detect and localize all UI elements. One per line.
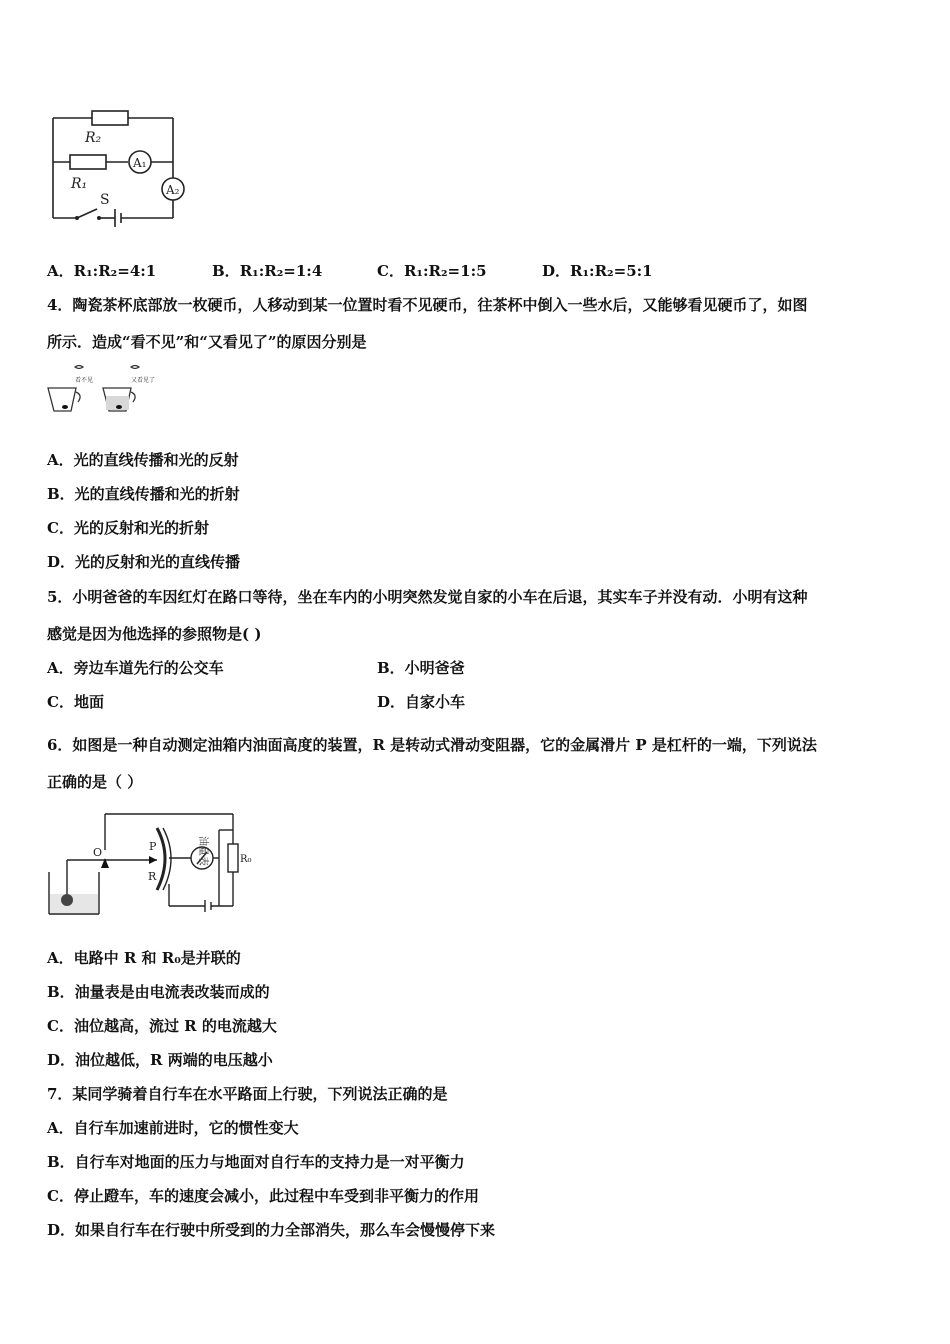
q5-option-c: C．地面 [47, 693, 104, 711]
switch-label: S [100, 192, 110, 208]
switch-s [77, 209, 97, 218]
q6-stem-line1: 6．如图是一种自动测定油箱内油面高度的装置，R 是转动式滑动变阻器，它的金属滑片 P 是杠杆的一端，下列说法 [47, 736, 817, 754]
q6-oil-gauge-figure [45, 810, 260, 922]
cup-empty [48, 388, 76, 411]
r0-label: R₀ [240, 854, 252, 865]
q6-option-b: B．油量表是由电流表改装而成的 [47, 983, 270, 1001]
q3-option-c: C．R₁:R₂=1:5 [377, 262, 487, 280]
r1-resistor [70, 155, 106, 169]
q7-option-c: C．停止蹬车，车的速度会减小，此过程中车受到非平衡力的作用 [47, 1187, 479, 1205]
meter-label: 油量表 [197, 836, 208, 866]
q4-option-c: C．光的反射和光的折射 [47, 519, 209, 537]
resistor-r0 [228, 844, 238, 872]
o-label: O [93, 846, 103, 859]
r2-label: R₂ [85, 130, 102, 146]
q6-option-c: C．油位越高，流过 R 的电流越大 [47, 1017, 277, 1035]
r-label: R [148, 870, 157, 883]
coin [62, 405, 68, 409]
float-ball [61, 894, 73, 906]
q7-option-a: A．自行车加速前进时，它的惯性变大 [47, 1119, 299, 1137]
q3-option-b: B．R₁:R₂=1:4 [212, 262, 323, 280]
q4-option-a: A．光的直线传播和光的反射 [47, 451, 239, 469]
r2-resistor [92, 111, 128, 125]
p-label: P [149, 840, 157, 853]
cup2-caption: 又看见了 [131, 377, 156, 384]
q7-option-b: B．自行车对地面的压力与地面对自行车的支持力是一对平衡力 [47, 1153, 465, 1171]
q3-option-d: D．R₁:R₂=5:1 [542, 262, 653, 280]
q3-option-a: A．R₁:R₂=4:1 [47, 262, 157, 280]
coin [116, 405, 122, 409]
q5-stem-line2: 感觉是因为他选择的参照物是( ) [47, 625, 262, 643]
q6-stem-line2: 正确的是（ ） [47, 773, 143, 791]
q4-stem-line1: 4．陶瓷茶杯底部放一枚硬币，人移动到某一位置时看不见硬币，往茶杯中倒入一些水后，又能够看见硬币了，如图 [47, 296, 808, 314]
q7-option-d: D．如果自行车在行驶中所受到的力全部消失，那么车会慢慢停下来 [47, 1221, 496, 1239]
q4-option-b: B．光的直线传播和光的折射 [47, 485, 240, 503]
a1-label: A₁ [133, 156, 147, 170]
eye-icon [75, 366, 83, 369]
q7-stem: 7．某同学骑着自行车在水平路面上行驶，下列说法正确的是 [47, 1085, 448, 1103]
q4-stem-line2: 所示．造成“看不见”和“又看见了”的原因分别是 [47, 333, 367, 351]
q4-option-d: D．光的反射和光的直线传播 [47, 553, 241, 571]
q5-option-a: A．旁边车道先行的公交车 [47, 659, 224, 677]
q6-option-a: A．电路中 R 和 R₀是并联的 [47, 949, 241, 967]
q4-cups-figure [45, 360, 175, 420]
eye-icon [131, 366, 139, 369]
q5-option-d: D．自家小车 [377, 693, 466, 711]
a2-label: A₂ [166, 183, 180, 197]
r1-label: R₁ [71, 176, 88, 192]
q3-circuit-figure [45, 100, 195, 230]
q6-option-d: D．油位越低，R 两端的电压越小 [47, 1051, 273, 1069]
q5-stem-line1: 5．小明爸爸的车因红灯在路口等待，坐在车内的小明突然发觉自家的小车在后退，其实车子并没有动．小明有这种 [47, 588, 808, 606]
variable-resistor-r [157, 828, 165, 890]
cup1-caption: 看不见 [75, 377, 94, 384]
q5-option-b: B．小明爸爸 [377, 659, 465, 677]
